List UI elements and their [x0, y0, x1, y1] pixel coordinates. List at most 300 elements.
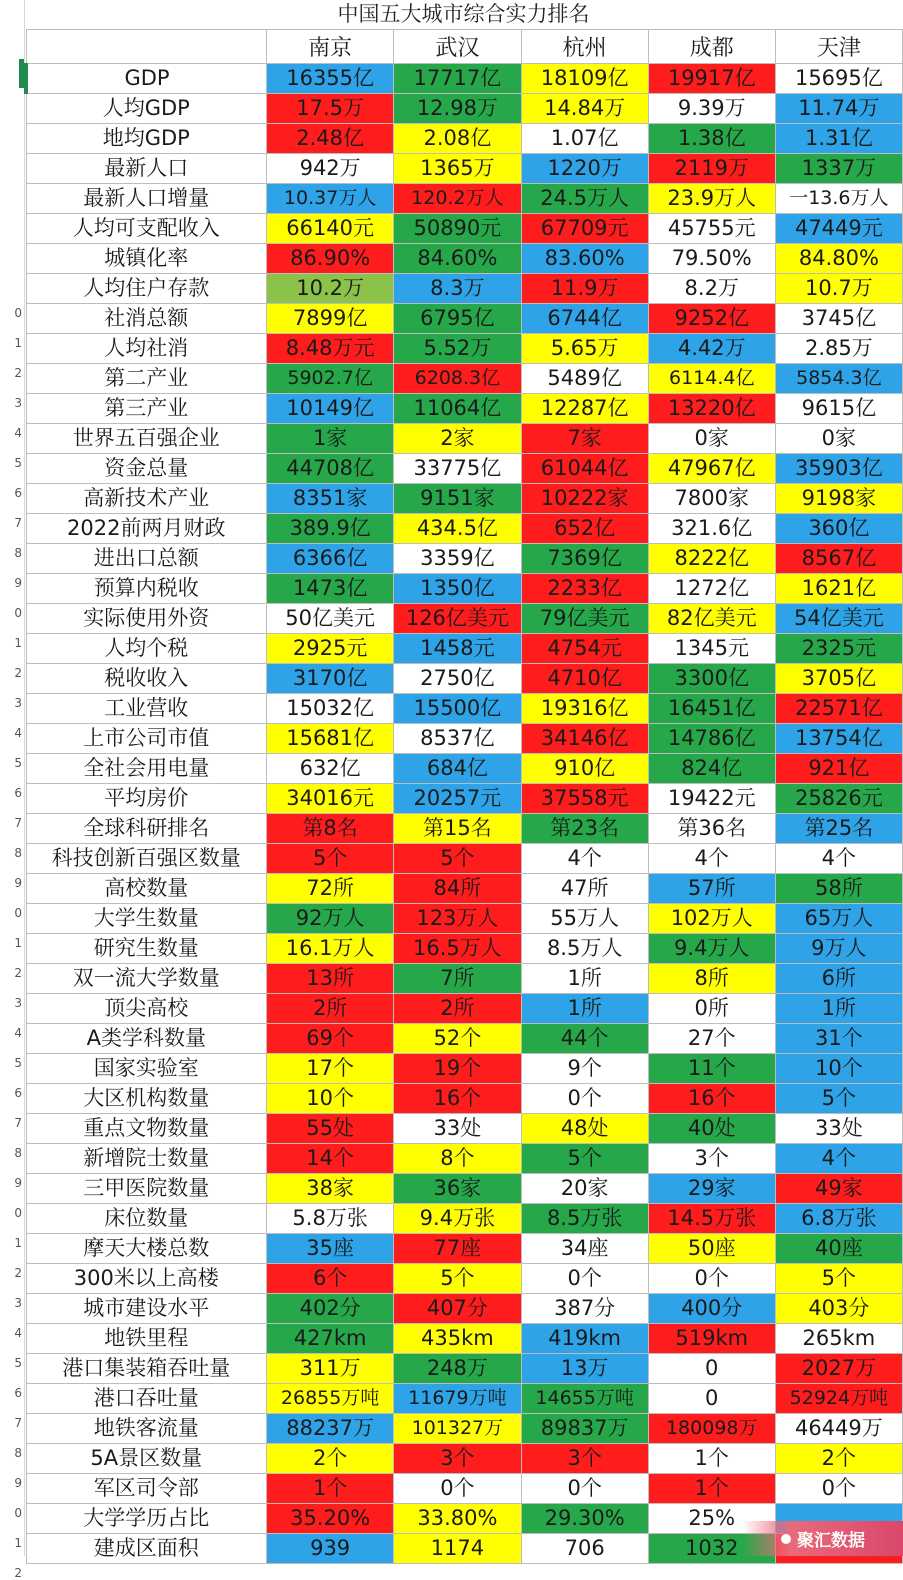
value-cell[interactable]: 387分 — [521, 1294, 648, 1324]
value-cell[interactable]: 652亿 — [521, 514, 648, 544]
city-header[interactable]: 天津 — [775, 30, 902, 64]
value-cell[interactable]: 6366亿 — [267, 544, 394, 574]
row-label[interactable]: 新增院士数量 — [26, 1144, 267, 1174]
value-cell[interactable]: 10个 — [775, 1054, 902, 1084]
value-cell[interactable]: 3705亿 — [775, 664, 902, 694]
value-cell[interactable]: 15681亿 — [267, 724, 394, 754]
value-cell[interactable]: 5.8万张 — [267, 1204, 394, 1234]
value-cell[interactable]: 19422元 — [648, 784, 775, 814]
value-cell[interactable]: 5个 — [394, 844, 521, 874]
value-cell[interactable]: 9198家 — [775, 484, 902, 514]
row-label[interactable]: 税收收入 — [26, 664, 267, 694]
value-cell[interactable]: 35903亿 — [775, 454, 902, 484]
value-cell[interactable]: 11679万吨 — [394, 1384, 521, 1414]
row-label[interactable]: 资金总量 — [26, 454, 267, 484]
value-cell[interactable]: 3个 — [521, 1444, 648, 1474]
value-cell[interactable]: 12.98万 — [394, 94, 521, 124]
value-cell[interactable]: 16个 — [648, 1084, 775, 1114]
row-label[interactable]: 第二产业 — [26, 364, 267, 394]
value-cell[interactable]: 9615亿 — [775, 394, 902, 424]
value-cell[interactable]: 3745亿 — [775, 304, 902, 334]
value-cell[interactable]: 939 — [267, 1534, 394, 1564]
row-label[interactable]: 科技创新百强区数量 — [26, 844, 267, 874]
value-cell[interactable]: 3300亿 — [648, 664, 775, 694]
value-cell[interactable]: 706 — [521, 1534, 648, 1564]
value-cell[interactable]: 82亿美元 — [648, 604, 775, 634]
value-cell[interactable]: 0个 — [775, 1474, 902, 1504]
value-cell[interactable]: 8567亿 — [775, 544, 902, 574]
value-cell[interactable]: 88237万 — [267, 1414, 394, 1444]
value-cell[interactable]: 10149亿 — [267, 394, 394, 424]
value-cell[interactable]: 10.2万 — [267, 274, 394, 304]
value-cell[interactable]: 5902.7亿 — [267, 364, 394, 394]
value-cell[interactable]: 2.48亿 — [267, 124, 394, 154]
row-label[interactable]: 实际使用外资 — [26, 604, 267, 634]
value-cell[interactable]: 38家 — [267, 1174, 394, 1204]
row-label[interactable]: 大学生数量 — [26, 904, 267, 934]
value-cell[interactable]: 26855万吨 — [267, 1384, 394, 1414]
value-cell[interactable]: 1621亿 — [775, 574, 902, 604]
value-cell[interactable]: 0家 — [775, 424, 902, 454]
value-cell[interactable]: 23.9万人 — [648, 184, 775, 214]
value-cell[interactable]: 0个 — [648, 1264, 775, 1294]
value-cell[interactable]: 50亿美元 — [267, 604, 394, 634]
value-cell[interactable]: 12287亿 — [521, 394, 648, 424]
value-cell[interactable]: 9万人 — [775, 934, 902, 964]
value-cell[interactable]: 921亿 — [775, 754, 902, 784]
value-cell[interactable]: 9.4万张 — [394, 1204, 521, 1234]
value-cell[interactable]: 824亿 — [648, 754, 775, 784]
row-label[interactable]: 三甲医院数量 — [26, 1174, 267, 1204]
value-cell[interactable]: 2所 — [267, 994, 394, 1024]
value-cell[interactable]: 8所 — [648, 964, 775, 994]
row-label[interactable]: 摩天大楼总数 — [26, 1234, 267, 1264]
value-cell[interactable]: 7800家 — [648, 484, 775, 514]
value-cell[interactable]: 29.30% — [521, 1504, 648, 1534]
value-cell[interactable]: 83.60% — [521, 244, 648, 274]
value-cell[interactable]: 0 — [648, 1354, 775, 1384]
value-cell[interactable]: 2233亿 — [521, 574, 648, 604]
row-label[interactable]: 社消总额 — [26, 304, 267, 334]
value-cell[interactable]: 389.9亿 — [267, 514, 394, 544]
value-cell[interactable]: 37558元 — [521, 784, 648, 814]
value-cell[interactable]: 13220亿 — [648, 394, 775, 424]
value-cell[interactable]: 24.5万人 — [521, 184, 648, 214]
value-cell[interactable]: 6.8万张 — [775, 1204, 902, 1234]
value-cell[interactable]: 9.39万 — [648, 94, 775, 124]
value-cell[interactable]: 1345元 — [648, 634, 775, 664]
value-cell[interactable]: 9252亿 — [648, 304, 775, 334]
value-cell[interactable]: 0家 — [648, 424, 775, 454]
row-label[interactable]: 人均GDP — [26, 94, 267, 124]
value-cell[interactable]: 1家 — [267, 424, 394, 454]
value-cell[interactable]: 10.7万 — [775, 274, 902, 304]
value-cell[interactable]: 180098万 — [648, 1414, 775, 1444]
value-cell[interactable]: 16.1万人 — [267, 934, 394, 964]
row-label[interactable]: 进出口总额 — [26, 544, 267, 574]
value-cell[interactable]: 44个 — [521, 1024, 648, 1054]
value-cell[interactable]: 33775亿 — [394, 454, 521, 484]
value-cell[interactable]: 79.50% — [648, 244, 775, 274]
value-cell[interactable]: 16451亿 — [648, 694, 775, 724]
value-cell[interactable]: 29家 — [648, 1174, 775, 1204]
row-label[interactable]: 双一流大学数量 — [26, 964, 267, 994]
value-cell[interactable]: 2119万 — [648, 154, 775, 184]
value-cell[interactable]: 33.80% — [394, 1504, 521, 1534]
value-cell[interactable]: 403分 — [775, 1294, 902, 1324]
value-cell[interactable]: 52个 — [394, 1024, 521, 1054]
value-cell[interactable]: 16.5万人 — [394, 934, 521, 964]
value-cell[interactable]: 311万 — [267, 1354, 394, 1384]
value-cell[interactable]: 5854.3亿 — [775, 364, 902, 394]
row-label[interactable]: 300米以上高楼 — [26, 1264, 267, 1294]
value-cell[interactable]: 69个 — [267, 1024, 394, 1054]
value-cell[interactable]: 33处 — [394, 1114, 521, 1144]
row-label[interactable]: 地铁里程 — [26, 1324, 267, 1354]
row-label[interactable]: 军区司令部 — [26, 1474, 267, 1504]
value-cell[interactable]: 10222家 — [521, 484, 648, 514]
value-cell[interactable]: 25% — [648, 1504, 775, 1534]
value-cell[interactable]: 第8名 — [267, 814, 394, 844]
value-cell[interactable]: 54亿美元 — [775, 604, 902, 634]
value-cell[interactable]: 8.2万 — [648, 274, 775, 304]
value-cell[interactable]: 1365万 — [394, 154, 521, 184]
value-cell[interactable]: 13万 — [521, 1354, 648, 1384]
row-label[interactable]: 全社会用电量 — [26, 754, 267, 784]
value-cell[interactable]: 47967亿 — [648, 454, 775, 484]
value-cell[interactable]: 66140元 — [267, 214, 394, 244]
value-cell[interactable]: 34016元 — [267, 784, 394, 814]
value-cell[interactable]: 5.65万 — [521, 334, 648, 364]
row-label[interactable]: 全球科研排名 — [26, 814, 267, 844]
value-cell[interactable]: 0个 — [521, 1084, 648, 1114]
value-cell[interactable]: 6208.3亿 — [394, 364, 521, 394]
value-cell[interactable]: 11.74万 — [775, 94, 902, 124]
value-cell[interactable]: 14786亿 — [648, 724, 775, 754]
value-cell[interactable]: 3359亿 — [394, 544, 521, 574]
row-label[interactable]: 地铁客流量 — [26, 1414, 267, 1444]
value-cell[interactable]: 48处 — [521, 1114, 648, 1144]
value-cell[interactable]: 35.20% — [267, 1504, 394, 1534]
value-cell[interactable]: 126亿美元 — [394, 604, 521, 634]
row-label[interactable]: 工业营收 — [26, 694, 267, 724]
value-cell[interactable]: 17.5万 — [267, 94, 394, 124]
value-cell[interactable]: 27个 — [648, 1024, 775, 1054]
value-cell[interactable]: 16355亿 — [267, 64, 394, 94]
row-label[interactable]: 高校数量 — [26, 874, 267, 904]
value-cell[interactable]: 11064亿 — [394, 394, 521, 424]
value-cell[interactable]: 7899亿 — [267, 304, 394, 334]
value-cell[interactable]: 4754元 — [521, 634, 648, 664]
value-cell[interactable]: 8.5万张 — [521, 1204, 648, 1234]
value-cell[interactable]: 20家 — [521, 1174, 648, 1204]
row-label[interactable]: 5A景区数量 — [26, 1444, 267, 1474]
row-label[interactable]: 高新技术产业 — [26, 484, 267, 514]
value-cell[interactable]: 407分 — [394, 1294, 521, 1324]
value-cell[interactable]: 1个 — [648, 1444, 775, 1474]
value-cell[interactable]: 84所 — [394, 874, 521, 904]
value-cell[interactable]: 15500亿 — [394, 694, 521, 724]
value-cell[interactable]: 17717亿 — [394, 64, 521, 94]
value-cell[interactable]: 4710亿 — [521, 664, 648, 694]
value-cell[interactable]: 1174 — [394, 1534, 521, 1564]
value-cell[interactable]: 1032 — [648, 1534, 775, 1564]
value-cell[interactable]: 6744亿 — [521, 304, 648, 334]
row-label[interactable]: 研究生数量 — [26, 934, 267, 964]
city-header[interactable]: 杭州 — [521, 30, 648, 64]
value-cell[interactable]: 第15名 — [394, 814, 521, 844]
value-cell[interactable]: 55处 — [267, 1114, 394, 1144]
value-cell[interactable]: 19个 — [394, 1054, 521, 1084]
value-cell[interactable]: 5个 — [394, 1264, 521, 1294]
value-cell[interactable]: 6795亿 — [394, 304, 521, 334]
value-cell[interactable]: 4个 — [775, 1144, 902, 1174]
value-cell[interactable]: 248万 — [394, 1354, 521, 1384]
row-label[interactable]: 人均社消 — [26, 334, 267, 364]
value-cell[interactable]: 2个 — [267, 1444, 394, 1474]
value-cell[interactable]: 79亿美元 — [521, 604, 648, 634]
value-cell[interactable]: 2325元 — [775, 634, 902, 664]
value-cell[interactable]: 72所 — [267, 874, 394, 904]
value-cell[interactable]: 14个 — [267, 1144, 394, 1174]
value-cell[interactable]: 2.08亿 — [394, 124, 521, 154]
value-cell[interactable]: 101327万 — [394, 1414, 521, 1444]
value-cell[interactable]: 47449元 — [775, 214, 902, 244]
value-cell[interactable]: 19316亿 — [521, 694, 648, 724]
value-cell[interactable]: 9.4万人 — [648, 934, 775, 964]
value-cell[interactable]: 2027万 — [775, 1354, 902, 1384]
row-label[interactable]: 上市公司市值 — [26, 724, 267, 754]
value-cell[interactable]: 35座 — [267, 1234, 394, 1264]
value-cell[interactable]: 0个 — [521, 1474, 648, 1504]
row-label[interactable]: 城镇化率 — [26, 244, 267, 274]
value-cell[interactable]: 7369亿 — [521, 544, 648, 574]
value-cell[interactable]: 10.37万人 — [267, 184, 394, 214]
value-cell[interactable]: 1所 — [775, 994, 902, 1024]
value-cell[interactable]: 6114.4亿 — [648, 364, 775, 394]
value-cell[interactable]: 1272亿 — [648, 574, 775, 604]
value-cell[interactable]: 519km — [648, 1324, 775, 1354]
value-cell[interactable]: 6个 — [267, 1264, 394, 1294]
city-header[interactable]: 成都 — [648, 30, 775, 64]
value-cell[interactable]: 8351家 — [267, 484, 394, 514]
row-label[interactable]: 港口吞吐量 — [26, 1384, 267, 1414]
value-cell[interactable]: 16个 — [394, 1084, 521, 1114]
value-cell[interactable]: 2.85万 — [775, 334, 902, 364]
value-cell[interactable]: 40处 — [648, 1114, 775, 1144]
value-cell[interactable]: 632亿 — [267, 754, 394, 784]
value-cell[interactable]: 8个 — [394, 1144, 521, 1174]
row-label[interactable]: 人均可支配收入 — [26, 214, 267, 244]
value-cell[interactable]: 14.84万 — [521, 94, 648, 124]
value-cell[interactable]: 49家 — [775, 1174, 902, 1204]
value-cell[interactable]: 4个 — [775, 844, 902, 874]
value-cell[interactable]: 3170亿 — [267, 664, 394, 694]
value-cell[interactable]: 3个 — [648, 1144, 775, 1174]
value-cell[interactable]: 5个 — [267, 844, 394, 874]
value-cell[interactable]: 11.9万 — [521, 274, 648, 304]
value-cell[interactable]: 25826元 — [775, 784, 902, 814]
value-cell[interactable]: 第36名 — [648, 814, 775, 844]
value-cell[interactable]: 45755元 — [648, 214, 775, 244]
value-cell[interactable]: 84.60% — [394, 244, 521, 274]
city-header[interactable]: 武汉 — [394, 30, 521, 64]
row-label[interactable]: 最新人口 — [26, 154, 267, 184]
value-cell[interactable]: 8.3万 — [394, 274, 521, 304]
value-cell[interactable]: 2个 — [775, 1444, 902, 1474]
value-cell[interactable]: 5个 — [775, 1084, 902, 1114]
value-cell[interactable]: 44708亿 — [267, 454, 394, 484]
row-label[interactable]: 地均GDP — [26, 124, 267, 154]
value-cell[interactable]: 52924万吨 — [775, 1384, 902, 1414]
value-cell[interactable]: 8.48万元 — [267, 334, 394, 364]
value-cell[interactable]: 10个 — [267, 1084, 394, 1114]
value-cell[interactable]: 1所 — [521, 964, 648, 994]
value-cell[interactable]: 2925元 — [267, 634, 394, 664]
value-cell[interactable]: 47所 — [521, 874, 648, 904]
value-cell[interactable]: 6所 — [775, 964, 902, 994]
value-cell[interactable]: 33处 — [775, 1114, 902, 1144]
value-cell[interactable]: 419km — [521, 1324, 648, 1354]
value-cell[interactable]: 4.42万 — [648, 334, 775, 364]
value-cell[interactable]: 89837万 — [521, 1414, 648, 1444]
row-label[interactable]: 床位数量 — [26, 1204, 267, 1234]
row-label[interactable]: 平均房价 — [26, 784, 267, 814]
value-cell[interactable]: 1337万 — [775, 154, 902, 184]
value-cell[interactable]: 3个 — [394, 1444, 521, 1474]
value-cell[interactable]: 9151家 — [394, 484, 521, 514]
value-cell[interactable]: 1473亿 — [267, 574, 394, 604]
value-cell[interactable]: 5个 — [521, 1144, 648, 1174]
row-label[interactable]: 顶尖高校 — [26, 994, 267, 1024]
value-cell[interactable]: 102万人 — [648, 904, 775, 934]
value-cell[interactable]: 18109亿 — [521, 64, 648, 94]
row-label[interactable]: 国家实验室 — [26, 1054, 267, 1084]
row-label[interactable]: 2022前两月财政 — [26, 514, 267, 544]
row-label[interactable]: 最新人口增量 — [26, 184, 267, 214]
value-cell[interactable]: 1.31亿 — [775, 124, 902, 154]
value-cell[interactable]: 910亿 — [521, 754, 648, 784]
value-cell[interactable]: 7所 — [394, 964, 521, 994]
value-cell[interactable]: 65万人 — [775, 904, 902, 934]
value-cell[interactable]: 321.6亿 — [648, 514, 775, 544]
value-cell[interactable]: 第23名 — [521, 814, 648, 844]
row-label[interactable]: 港口集装箱吞吐量 — [26, 1354, 267, 1384]
value-cell[interactable]: 36家 — [394, 1174, 521, 1204]
value-cell[interactable]: 20257元 — [394, 784, 521, 814]
row-label[interactable]: 人均个税 — [26, 634, 267, 664]
row-label[interactable]: 人均住户存款 — [26, 274, 267, 304]
value-cell[interactable]: 8.5万人 — [521, 934, 648, 964]
value-cell[interactable]: 1458元 — [394, 634, 521, 664]
value-cell[interactable]: 360亿 — [775, 514, 902, 544]
value-cell[interactable]: 265km — [775, 1324, 902, 1354]
row-label[interactable]: 第三产业 — [26, 394, 267, 424]
row-label[interactable]: GDP — [26, 64, 267, 94]
value-cell[interactable]: 第25名 — [775, 814, 902, 844]
value-cell[interactable]: 7家 — [521, 424, 648, 454]
value-cell[interactable]: 61044亿 — [521, 454, 648, 484]
value-cell[interactable]: 4个 — [648, 844, 775, 874]
value-cell[interactable]: 1220万 — [521, 154, 648, 184]
value-cell[interactable]: 13754亿 — [775, 724, 902, 754]
row-label[interactable]: 城市建设水平 — [26, 1294, 267, 1324]
value-cell[interactable]: 1.38亿 — [648, 124, 775, 154]
value-cell[interactable]: 34座 — [521, 1234, 648, 1264]
value-cell[interactable]: 434.5亿 — [394, 514, 521, 544]
value-cell[interactable]: 14655万吨 — [521, 1384, 648, 1414]
value-cell[interactable]: 1350亿 — [394, 574, 521, 604]
value-cell[interactable]: 8537亿 — [394, 724, 521, 754]
value-cell[interactable]: 1个 — [267, 1474, 394, 1504]
value-cell[interactable]: 402分 — [267, 1294, 394, 1324]
value-cell[interactable]: 15695亿 — [775, 64, 902, 94]
value-cell[interactable]: 5.52万 — [394, 334, 521, 364]
value-cell[interactable]: 684亿 — [394, 754, 521, 784]
value-cell[interactable]: 31个 — [775, 1024, 902, 1054]
row-label[interactable]: 重点文物数量 — [26, 1114, 267, 1144]
value-cell[interactable]: 77座 — [394, 1234, 521, 1264]
value-cell[interactable]: 5489亿 — [521, 364, 648, 394]
value-cell[interactable]: 13所 — [267, 964, 394, 994]
value-cell[interactable]: 14.5万张 — [648, 1204, 775, 1234]
value-cell[interactable]: 55万人 — [521, 904, 648, 934]
value-cell[interactable]: 15032亿 — [267, 694, 394, 724]
value-cell[interactable]: 1所 — [521, 994, 648, 1024]
value-cell[interactable]: 57所 — [648, 874, 775, 904]
value-cell[interactable]: 0 — [648, 1384, 775, 1414]
value-cell[interactable]: 2所 — [394, 994, 521, 1024]
value-cell[interactable]: 19917亿 — [648, 64, 775, 94]
value-cell[interactable]: 0个 — [521, 1264, 648, 1294]
value-cell[interactable]: 一13.6万人 — [775, 184, 902, 214]
value-cell[interactable]: 1.07亿 — [521, 124, 648, 154]
row-label[interactable]: 建成区面积 — [26, 1534, 267, 1564]
value-cell[interactable]: 50890元 — [394, 214, 521, 244]
value-cell[interactable]: 2家 — [394, 424, 521, 454]
row-label[interactable]: 预算内税收 — [26, 574, 267, 604]
value-cell[interactable]: 942万 — [267, 154, 394, 184]
value-cell[interactable]: 22571亿 — [775, 694, 902, 724]
city-header[interactable]: 南京 — [267, 30, 394, 64]
value-cell[interactable]: 2750亿 — [394, 664, 521, 694]
value-cell[interactable]: 34146亿 — [521, 724, 648, 754]
value-cell[interactable]: 58所 — [775, 874, 902, 904]
value-cell[interactable]: 50座 — [648, 1234, 775, 1264]
row-label[interactable]: 大学学历占比 — [26, 1504, 267, 1534]
value-cell[interactable]: 17个 — [267, 1054, 394, 1084]
value-cell[interactable]: 11个 — [648, 1054, 775, 1084]
value-cell[interactable]: 120.2万人 — [394, 184, 521, 214]
value-cell[interactable]: 67709元 — [521, 214, 648, 244]
value-cell[interactable]: 40座 — [775, 1234, 902, 1264]
value-cell[interactable]: 92万人 — [267, 904, 394, 934]
value-cell[interactable]: 4个 — [521, 844, 648, 874]
value-cell[interactable]: 8222亿 — [648, 544, 775, 574]
row-label[interactable]: A类学科数量 — [26, 1024, 267, 1054]
value-cell[interactable]: 123万人 — [394, 904, 521, 934]
value-cell[interactable]: 84.80% — [775, 244, 902, 274]
value-cell[interactable]: 400分 — [648, 1294, 775, 1324]
row-label[interactable]: 世界五百强企业 — [26, 424, 267, 454]
value-cell[interactable]: 0所 — [648, 994, 775, 1024]
value-cell[interactable]: 9个 — [521, 1054, 648, 1084]
value-cell[interactable]: 5个 — [775, 1264, 902, 1294]
row-label[interactable]: 大区机构数量 — [26, 1084, 267, 1114]
value-cell[interactable]: 46449万 — [775, 1414, 902, 1444]
value-cell[interactable]: 427km — [267, 1324, 394, 1354]
value-cell[interactable]: 1个 — [648, 1474, 775, 1504]
